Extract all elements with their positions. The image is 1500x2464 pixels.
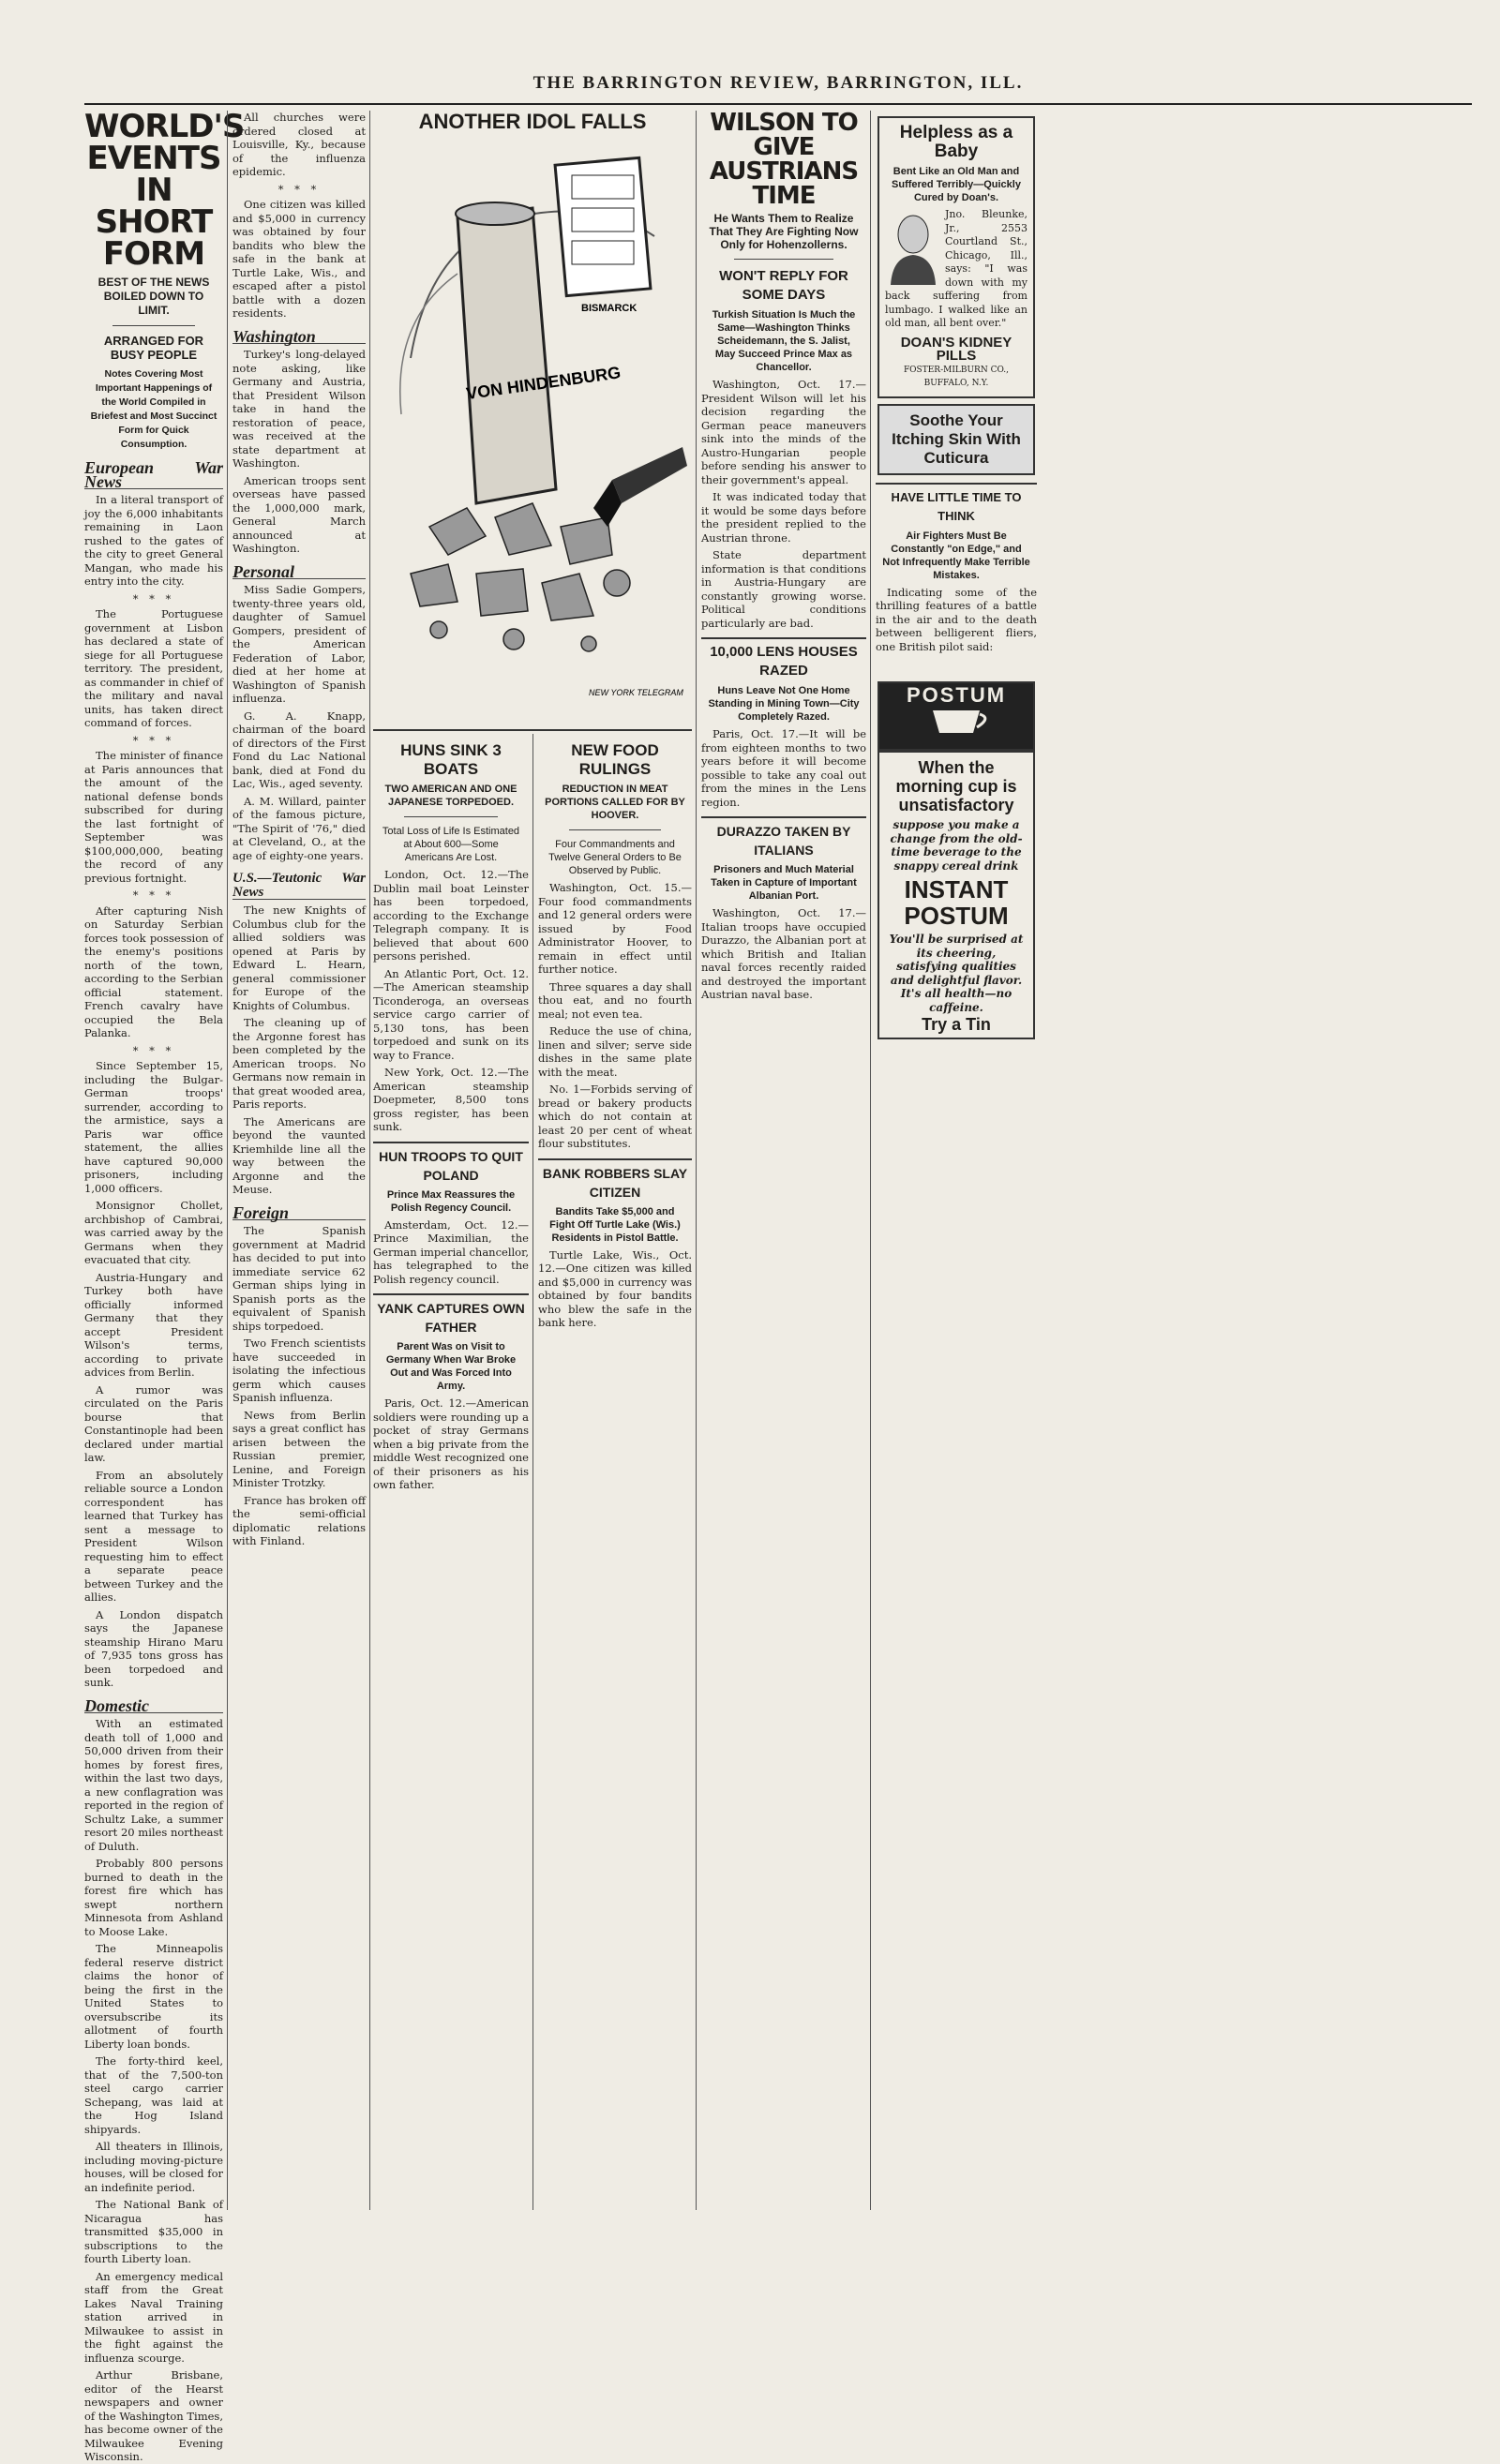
news-paragraph: State department information is that conditions in Austria-Hungary are constantly growing worse. Political conditions particularly are bad. (701, 548, 866, 630)
news-paragraph: London, Oct. 12.—The Dublin mail boat Leinster has been torpedoed, according to the Exchange Telegraph company. It is believed that about 600 persons perished. (373, 868, 529, 963)
news-paragraph: Washington, Oct. 17.—President Wilson will let his decision regarding the German peace maneuvers sink into the minds of the Austro-Hungarian people before sending his answer to their government's appeal. (701, 378, 866, 486)
news-paragraph: New York, Oct. 12.—The American steamship Doepmeter, 8,500 tons gross register, has been sunk. (373, 1066, 529, 1133)
news-paragraph: A rumor was circulated on the Paris bourse that Constantinople had been declared under martial law. (84, 1382, 223, 1464)
news-paragraph: The cleaning up of the Argonne forest has been completed by the American troops. No Germans now remain in that great wooded area, Paris reports. (232, 1016, 366, 1111)
durazzo-deck: Prisoners and Much Material Taken in Capture of Important Albanian Port. (711, 864, 857, 902)
news-paragraph: Austria-Hungary and Turkey both have officially informed Germany that they accept President Wilson's terms, according to private advices from Berlin. (84, 1270, 223, 1379)
news-paragraph: Miss Sadie Gompers, twenty-three years old, daughter of Samuel Gompers, president of the American Federation of Labor, died at her home at Washington of Spanish influenza. (232, 583, 366, 705)
news-paragraph: Paris, Oct. 12.—American soldiers were rounding up a pocket of stray Germans when a big private from the middle West recognized one of their prisoners as his own father. (373, 1396, 529, 1491)
column-new-food-rulings (538, 734, 692, 2210)
lens-houses-deck: Huns Leave Not One Home Standing in Mining Town—City Completely Razed. (708, 685, 860, 723)
news-paragraph: A. M. Willard, painter of the famous picture, "The Spirit of '76," died at Cleveland, O., at the age of eighty-one years. (232, 794, 366, 862)
news-paragraph: It was indicated today that it would be some days before the president replied to the Austrian throne. (701, 490, 866, 545)
news-paragraph: Probably 800 persons burned to death in the forest fire which has swept northern Minnesota from Ashland to Moose Lake. (84, 1857, 223, 1938)
postum-ad-copy (878, 751, 1035, 1039)
postum-sub: suppose you make a change from the old-time beverage to the snappy cereal drink (890, 818, 1023, 873)
news-paragraph: Washington, Oct. 17.—Italian troops have occupied Durazzo, the Albanian port at which British and Italian naval forces recently raided and destroyed the important Austrian naval base. (701, 906, 866, 1001)
hun-troops-headline: HUN TROOPS TO QUIT POLAND (373, 1142, 529, 1185)
section-foreign: Foreign (232, 1206, 366, 1221)
statue-label: VON HINDENBURG (465, 363, 622, 404)
news-paragraph: Monsignor Chollet, archbishop of Cambrai, was carried away by the Germans when they evacuated that city. (84, 1199, 223, 1266)
news-paragraph: The minister of finance at Paris announces that the amount of the national defense bonds subscribed for during the last fortnight of September was $100,000,000, beating the record of any previous fortnight. (84, 749, 223, 885)
world-events-deck: BEST OF THE NEWS BOILED DOWN TO LIMIT. (98, 276, 210, 317)
huns-sink-deck: TWO AMERICAN AND ONE JAPANESE TORPEDOED. (384, 784, 518, 808)
masthead-rule (84, 103, 1472, 105)
cartoon-credit: NEW YORK TELEGRAM (589, 688, 683, 697)
news-paragraph: Three squares a day shall thou eat, and no fourth meal; not even tea. (538, 979, 692, 1021)
column-huns-sink-boats (373, 734, 529, 2210)
news-paragraph: News from Berlin says a great conflict has arisen between the Russian premier, Lenine, and Foreign Minister Trotzky. (232, 1408, 366, 1489)
wilson-headline: WILSON TO GIVE AUSTRIANS TIME (709, 109, 859, 210)
cartoon-illustration (373, 133, 692, 714)
coffee-cup-icon (919, 703, 994, 740)
bank-robbers-headline: BANK ROBBERS SLAY CITIZEN (538, 1158, 692, 1202)
postum-headline: When the morning cup is unsatisfactory (895, 758, 1017, 814)
news-paragraph: The Americans are beyond the vaunted Kriemhilde line all the way between the Argonne and the Meuse. (232, 1114, 366, 1196)
news-paragraph: American troops sent overseas have passed the 1,000,000 mark, General March announced at Washington. (232, 473, 366, 555)
news-paragraph: Reduce the use of china, linen and silver; serve side dishes in the same plate with the meat. (538, 1024, 692, 1079)
huns-sink-deck-2: Total Loss of Life Is Estimated at About 600—Some Americans Are Lost. (382, 826, 520, 863)
doans-ad (878, 116, 1035, 398)
world-events-deck-3: Notes Covering Most Important Happenings of the World Compiled in Briefest and Most Succinct Form for Quick Consumption. (90, 368, 218, 450)
section-us-teutonic-war-news: U.S.—Teutonic War News (232, 871, 366, 900)
news-paragraph: Arthur Brisbane, editor of the Hearst newspapers and owner of the Washington Times, has become owner of the Milwaukee Evening Wisconsin. (84, 2368, 223, 2463)
little-time-headline: HAVE LITTLE TIME TO THINK (876, 483, 1037, 526)
news-paragraph: One citizen was killed and $5,000 in currency was obtained by four bandits who blew the safe in the bank at Turtle Lake, Wis., and escaped after a pistol battle with a dozen residents. (232, 198, 366, 320)
news-paragraph: No. 1—Forbids serving of bread or bakery products which do not contain at least 20 per cent of wheat flour substitutes. (538, 1083, 692, 1150)
masthead: THE BARRINGTON REVIEW, BARRINGTON, ILL. (532, 73, 1024, 93)
bank-robbers-deck: Bandits Take $5,000 and Fight Off Turtle Lake (Wis.) Residents in Pistol Battle. (549, 1205, 681, 1244)
wont-reply-deck: Turkish Situation Is Much the Same—Washington Thinks Scheidemann, the S. Jalist, May Succeed Prince Max as Chancellor. (712, 309, 856, 373)
news-paragraph: G. A. Knapp, chairman of the board of directors of the First Fond du Lac National bank, died at Fond du Lac, Wis., aged seventy. (232, 709, 366, 790)
portrait-illustration (885, 210, 941, 285)
doans-maker: FOSTER-MILBURN CO., BUFFALO, N.Y. (903, 365, 1010, 388)
news-paragraph: Turkey's long-delayed note asking, like Germany and Austria, that President Wilson take in hand the restoration of peace, was received at the state department at Washington. (232, 348, 366, 470)
news-paragraph: Amsterdam, Oct. 12.—Prince Maximilian, the German imperial chancellor, has telegraphed to the Polish regency council. (373, 1217, 529, 1286)
news-paragraph: The forty-third keel, that of the 7,500-ton steel cargo carrier Schepang, was laid at the Hog Island shipyards. (84, 2054, 223, 2136)
column-ads (876, 111, 1037, 2210)
news-paragraph: Washington, Oct. 15.—Four food commandments and 12 general orders were issued by Food Administrator Hoover, to remain in effect until further notice. (538, 881, 692, 976)
news-paragraph: Since September 15, including the Bulgar-German troops' surrender, according to the armistice, says a Paris war office statement, the allies have captured 90,000 prisoners, including 1,000 officers. (84, 1059, 223, 1195)
poster-label: BISMARCK (581, 303, 638, 314)
cuticura-ad (878, 404, 1035, 475)
food-rulings-headline: NEW FOOD RULINGS (571, 741, 659, 778)
postum-cta: Try a Tin (922, 1015, 991, 1034)
news-paragraph: The Spanish government at Madrid has decided to put into immediate service 62 German ships lying in Spanish ports as the equivalent of Spanish ships torpedoed. (232, 1224, 366, 1333)
news-paragraph: The new Knights of Columbus club for the allied soldiers was opened at Paris by Edward L. Hearn, general commissioner for Europe of the Knights of Columbus. (232, 903, 366, 1012)
news-paragraph: Paris, Oct. 17.—It will be from eighteen months to two years before it will become possible to take any coal out from the mines in the Lens region. (701, 727, 866, 809)
little-time-deck: Air Fighters Must Be Constantly "on Edge," and Not Infrequently Make Terrible Mistakes. (882, 530, 1030, 581)
column-wilson-austrians (701, 111, 866, 2210)
news-paragraph: The Minneapolis federal reserve district claims the honor of being the first in the United States to oversubscribe its allotment of fourth Liberty loan bonds. (84, 1942, 223, 2051)
column-news-briefs: All churches were ordered closed at Louisville, Ky., because of the influenza epidemic. * * * One citizen was killed and $5,000 in currency was obtained by four bandits who blew the safe in the bank at Turtle Lake, Wis., and escaped after a pistol battle with a dozen residents. Washington Turkey's long-delayed note asking, like Germany and Austria, that President Wilson take in hand the restoration of peace, was received at the state department at Washington. American troops sent overseas have passed the 1,000,000 mark, General March announced at Washington. Personal Miss Sadie Gompers, twenty-three years old, daughter of Samuel Gompers, president of the American Federation of Labor, died at her home at Washington of Spanish influenza. G. A. Knapp, chairman of the board of directors of the First Fond du Lac National bank, died at Fond du Lac, Wis., aged seventy. A. M. Willard, painter of the famous picture, "The Spirit of '76," died at Cleveland, O., at the age of eighty-one years. U.S.—Teutonic War News The new Knights of Columbus club for the allied soldiers was opened at Paris by Edward L. Hearn, general commissioner for Europe of the Knights of Columbus. The cleaning up of the Argonne forest has been completed by the American troops. No Germans now remain in that great wooded area, Paris reports. The Americans are beyond the vaunted Kriemhilde line all the way between the Argonne and the Meuse. Foreign The Spanish government at Madrid has decided to put into immediate service 62 German ships lying in Spanish ports as the equivalent of Spanish ships torpedoed. Two French scientists have succeeded in isolating the infectious germ which causes Spanish influenza. News from Berlin says a great conflict has arisen between the Russian premier, Lenine, and Foreign Minister Trotzky. France has broken off the semi-official diplomatic relations with Finland. (232, 111, 366, 1547)
news-paragraph: From an absolutely reliable source a London correspondent has learned that Turkey has sent a message to President Wilson requesting him to effect a separate peace between Turkey and the allies. (84, 1468, 223, 1604)
news-paragraph: Two French scientists have succeeded in isolating the infectious germ which causes Spanish influenza. (232, 1337, 366, 1404)
postum-brand: POSTUM (906, 683, 1007, 707)
newspaper-page (84, 64, 1472, 2463)
world-events-headline: WORLD'S EVENTS IN SHORT FORM (84, 108, 245, 273)
wilson-deck: He Wants Them to Realize That They Are Fighting Now Only for Hohenzollerns. (709, 212, 859, 251)
lens-houses-headline: 10,000 LENS HOUSES RAZED (701, 637, 866, 680)
news-paragraph: In a literal transport of joy the 6,000 inhabitants remaining in Laon rushed to the gates of the city to greet General Mangan, who made his entry into the city. (84, 493, 223, 588)
section-european-war-news: European War News (84, 458, 223, 491)
world-events-deck-2: ARRANGED FOR BUSY PEOPLE (103, 334, 204, 362)
news-paragraph: France has broken off the semi-official diplomatic relations with Finland. (232, 1493, 366, 1547)
huns-sink-headline: HUNS SINK 3 BOATS (400, 741, 502, 778)
wont-reply-headline: WON'T REPLY FOR SOME DAYS (719, 268, 848, 303)
section-domestic: Domestic (84, 1699, 223, 1714)
postum-product: INSTANT POSTUM (904, 875, 1009, 930)
news-paragraph: All theaters in Illinois, including moving-picture houses, will be closed for an indefinite period. (84, 2140, 223, 2194)
food-rulings-deck: REDUCTION IN MEAT PORTIONS CALLED FOR BY HOOVER. (545, 784, 685, 821)
durazzo-headline: DURAZZO TAKEN BY ITALIANS (701, 816, 866, 859)
news-paragraph: Turtle Lake, Wis., Oct. 12.—One citizen was killed and $5,000 in currency was obtained by four bandits who blew the safe in the bank here. (538, 1247, 692, 1329)
editorial-cartoon (373, 111, 692, 731)
postum-tagline: You'll be surprised at its cheering, satisfying qualities and delightful flavor. It's all health—no caffeine. (889, 933, 1024, 1014)
news-paragraph: The Portuguese government at Lisbon has declared a state of siege for all Portuguese territory. The president, as commander in chief of the military and naval units, has taken direct command of forces. (84, 607, 223, 729)
doans-ad-body: Jno. Bleunke, Jr., 2553 Courtland St., Chicago, Ill., says: "I was down with my back suffering from lumbago. I walked like an old man, all bent over." (885, 208, 1028, 329)
doans-brand: DOAN'S KIDNEY PILLS (900, 334, 1012, 364)
section-personal: Personal (232, 565, 366, 580)
news-paragraph: An emergency medical staff from the Great Lakes Naval Training station arrived in Milwaukee to assist in the fight against the influenza scourge. (84, 2269, 223, 2365)
news-paragraph: A London dispatch says the Japanese steamship Hirano Maru of 7,935 tons gross has been torpedoed and sunk. (84, 1607, 223, 1689)
news-paragraph: Indicating some of the thrilling features of a battle in the air and to the death between belligerent fliers, one British pilot said: (876, 585, 1037, 653)
doans-ad-deck: Bent Like an Old Man and Suffered Terribly—Quickly Cured by Doan's. (892, 166, 1021, 203)
column-world-events: WORLD'S EVENTS IN SHORT FORM BEST OF THE NEWS BOILED DOWN TO LIMIT. ARRANGED FOR BUSY PEOPLE Notes Covering Most Important Happenings of the World Compiled in Briefest and Most Succinct Form for Quick Consumption. European War News In a literal transport of joy the 6,000 inhabitants remaining in Laon rushed to the gates of the city to greet General Mangan, who made his entry into the city. * * * The Portuguese government at Lisbon has declared a state of siege for all Portuguese territory. The president, as commander in chief of the military and naval units, has taken direct command of forces. * * * The minister of finance at Paris announces that the amount of the national defense bonds subscribed for during the last fortnight of September was $100,000,000, beating the record of any previous fortnight. * * * After capturing Nish on Saturday Serbian forces took possession of the enemy's positions north of the town, according to the Serbian official statement. French cavalry have occupied the Bela Palanka. * * * Since September 15, including the Bulgar-German troops' surrender, according to the armistice, says a Paris war office statement, the allies have captured 90,000 prisoners, including 1,000 officers. Monsignor Chollet, archbishop of Cambrai, was carried away by the Germans when they evacuated that city. Austria-Hungary and Turkey both have officially informed Germany that they accept President Wilson's terms, according to private advices from Berlin. A rumor was circulated on the Paris bourse that Constantinople had been declared under martial law. From an absolutely reliable source a London correspondent has learned that Turkey has sent a message to President Wilson requesting him to effect a separate peace between Turkey and the allies. A London dispatch says the Japanese steamship Hirano Maru of 7,935 tons gross has been torpedoed and sunk. Domestic With an estimated death toll of 1,000 and 50,000 driven from their homes by forest fires, within the last two days, a new conflagration was reported in the region of Schultz Lake, a summer resort 20 miles northeast of Duluth. Probably 800 persons burned to death in the forest fire which has swept northern Minnesota from Ashland to Moose Lake. The Minneapolis federal reserve district claims the honor of being the first in the United States to oversubscribe its allotment of fourth Liberty loan bonds. The forty-third keel, that of the 7,500-ton steel cargo carrier Schepang, was laid at the Hog Island shipyards. All theaters in Illinois, including moving-picture houses, will be closed for an indefinite period. The National Bank of Nicaragua has transmitted $35,000 in subscriptions to the fourth Liberty loan. An emergency medical staff from the Great Lakes Naval Training station arrived in Milwaukee to assist in the fight against the influenza scourge. Arthur Brisbane, editor of the Hearst newspapers and owner of the Washington Times, has become owner of the Milwaukee Evening Wisconsin. (84, 108, 245, 2463)
news-paragraph: An Atlantic Port, Oct. 12.—The American steamship Ticonderoga, an overseas service cargo carrier of 5,130 tons, has been torpedoed and sunk on its way to France. (373, 966, 529, 1062)
yank-captures-headline: YANK CAPTURES OWN FATHER (373, 1293, 529, 1337)
cartoon-title: ANOTHER IDOL FALLS (418, 110, 647, 133)
food-rulings-deck-2: Four Commandments and Twelve General Orders to Be Observed by Public. (548, 839, 682, 876)
hun-troops-deck: Prince Max Reassures the Polish Regency Council. (386, 1188, 516, 1214)
news-paragraph: All churches were ordered closed at Louisville, Ky., because of the influenza epidemic. (232, 111, 366, 178)
doans-ad-title: Helpless as a Baby (899, 123, 1013, 161)
news-paragraph: The National Bank of Nicaragua has transmitted $35,000 in subscriptions to the fourth Liberty loan. (84, 2198, 223, 2265)
section-washington: Washington (232, 330, 366, 345)
cuticura-ad-title: Soothe Your Itching Skin With Cuticura (892, 411, 1021, 467)
postum-ad (878, 681, 1035, 751)
news-paragraph: With an estimated death toll of 1,000 and 50,000 driven from their homes by forest fires, within the last two days, a new conflagration was reported in the region of Schultz Lake, a summer resort 20 miles northeast of Duluth. (84, 1717, 223, 1853)
news-paragraph: After capturing Nish on Saturday Serbian forces took possession of the enemy's positions north of the town, according to the Serbian official statement. French cavalry have occupied the Bela Palanka. (84, 903, 223, 1039)
yank-captures-deck: Parent Was on Visit to Germany When War Broke Out and Was Forced Into Army. (385, 1341, 517, 1392)
